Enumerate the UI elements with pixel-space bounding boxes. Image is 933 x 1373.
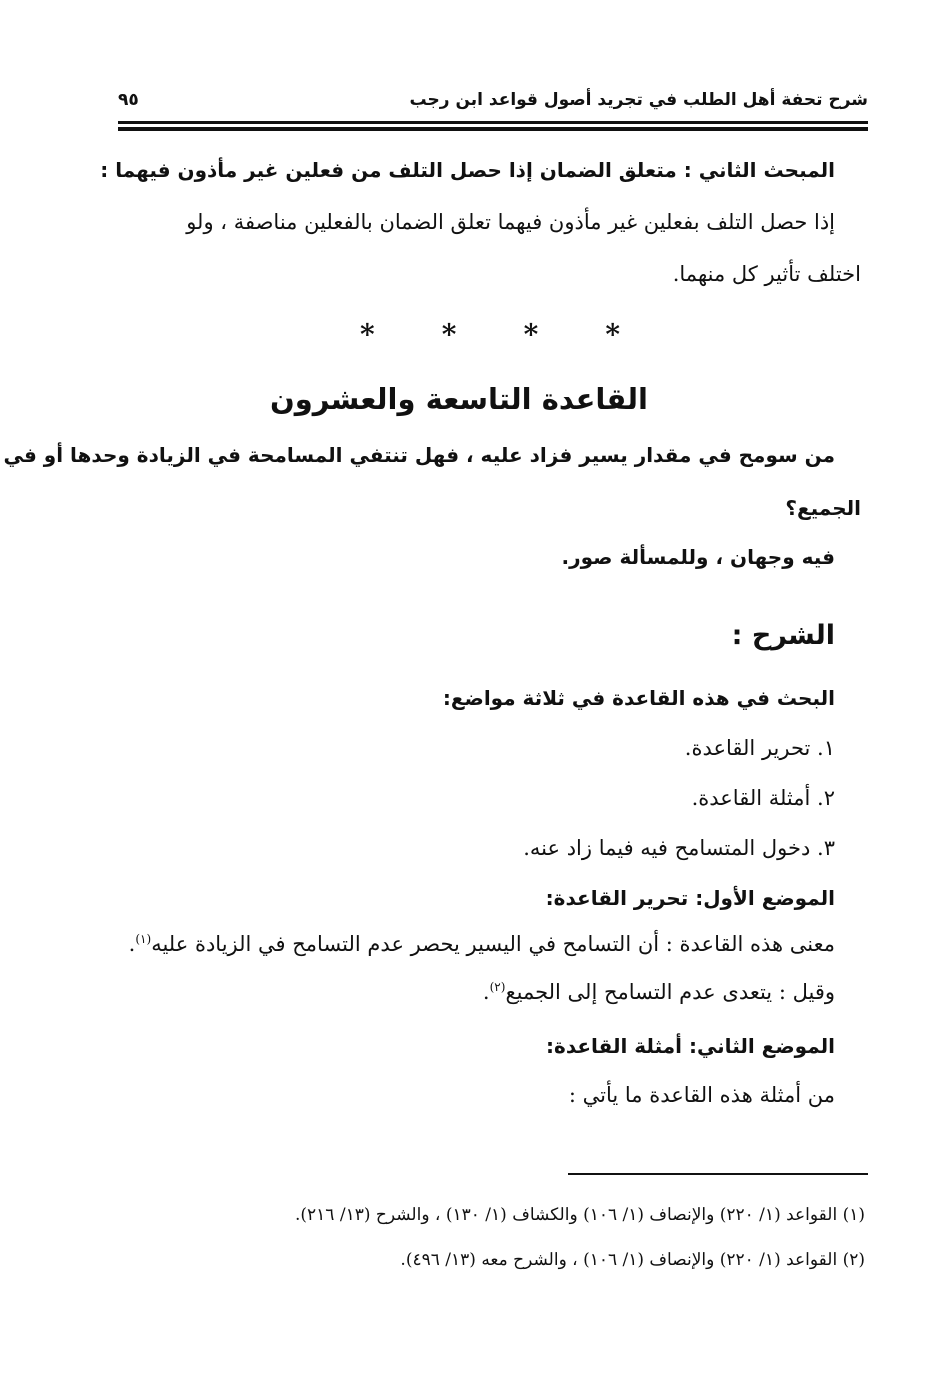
second-topic-heading: الموضع الثاني: أمثلة القاعدة: (546, 1034, 835, 1058)
running-header (118, 86, 868, 116)
topic-item: ٢. أمثلة القاعدة. (691, 786, 835, 810)
paragraph-line: إذا حصل التلف بفعلين غير مأذون فيهما تعلق الضمان بالفعلين مناصفة ، ولو (186, 210, 835, 234)
header-rule-thick (118, 127, 868, 131)
star-glyph: * (360, 318, 375, 351)
paragraph-line: اختلف تأثير كل منهما. (672, 262, 861, 286)
rule-text-line: من سومح في مقدار يسير فزاد عليه ، فهل تنتفي المسامحة في الزيادة وحدها أو في (3, 443, 835, 467)
qila-end: . (482, 980, 490, 1004)
qila-text: وقيل : يتعدى عدم التسامح إلى الجميع (505, 980, 835, 1004)
header-title: شرح تحفة أهل الطلب في تجريد أصول قواعد ابن رجب (409, 90, 868, 110)
rule-title: القاعدة التاسعة والعشرون (269, 382, 648, 416)
section-divider-stars (360, 318, 620, 351)
star-glyph: * (605, 318, 620, 351)
qila-line (483, 980, 835, 1004)
sharh-heading: الشرح : (731, 620, 835, 651)
footnote: (٢) القواعد (١/ ٢٢٠) والإنصاف (١/ ١٠٦) ، والشرح معه (١٣/ ٤٩٦). (400, 1250, 865, 1270)
footnote-ref-2: (٢) (489, 980, 506, 994)
meaning-end: . (128, 932, 136, 956)
footnote: (١) القواعد (١/ ٢٢٠) والإنصاف (١/ ١٠٦) والكشاف (١/ ١٣٠) ، والشرح (١٣/ ٢١٦). (295, 1205, 865, 1225)
topics-heading: البحث في هذه القاعدة في ثلاثة مواضع: (442, 686, 835, 710)
footnote-ref-1: (١) (135, 932, 152, 946)
first-topic-heading: الموضع الأول: تحرير القاعدة: (545, 886, 835, 910)
page-number: ٩٥ (118, 90, 139, 110)
examples-intro: من أمثلة هذه القاعدة ما يأتي : (568, 1083, 835, 1107)
topic-item: ١. تحرير القاعدة. (684, 736, 835, 760)
meaning-line (129, 932, 835, 956)
header-rule-thin (118, 121, 868, 124)
topic-item: ٣. دخول المتسامح فيه فيما زاد عنه. (523, 836, 835, 860)
section-heading: المبحث الثاني : متعلق الضمان إذا حصل التلف من فعلين غير مأذون فيهما : (100, 158, 835, 182)
rule-text-line: فيه وجهان ، وللمسألة صور. (561, 545, 835, 569)
rule-text-line: الجميع؟ (785, 496, 861, 520)
star-glyph: * (441, 318, 457, 351)
footnote-separator (568, 1173, 868, 1175)
meaning-text: معنى هذه القاعدة : أن التسامح في اليسير يحصر عدم التسامح في الزيادة عليه (151, 932, 835, 956)
star-glyph: * (523, 318, 539, 351)
